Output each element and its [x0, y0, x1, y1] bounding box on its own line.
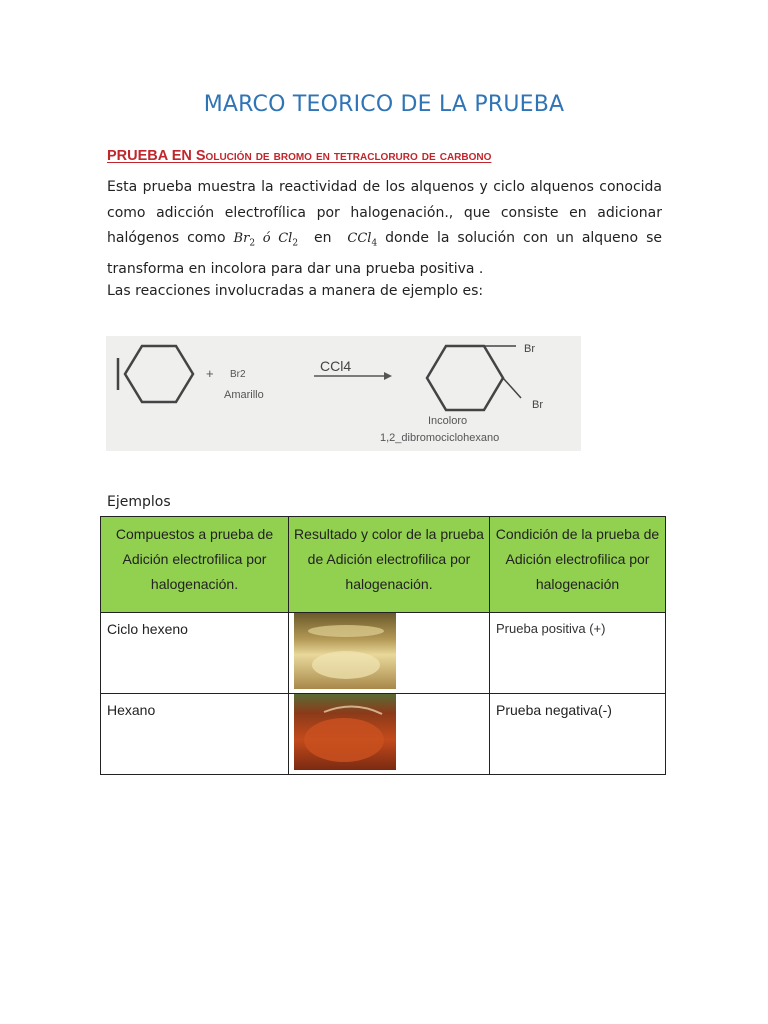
product-name-label: 1,2_dibromociclohexano: [380, 432, 500, 444]
page-title: MARCO TEORICO DE LA PRUEBA: [203, 92, 565, 117]
bromine-bottom-label: Br: [532, 399, 543, 411]
table-cell-condition: [490, 613, 666, 694]
solvent-label: CCl4: [320, 358, 352, 374]
reagent-color-label: Amarillo: [224, 389, 264, 401]
paragraph-text: en: [298, 230, 348, 246]
table-header-row: [101, 517, 666, 613]
table-row: [101, 613, 666, 694]
subtitle-rest: Solución de bromo en tetracloruro de carbono: [195, 148, 492, 164]
reagent-label: Br2: [230, 369, 246, 380]
formula-cl2: $Cl_2$: [278, 231, 299, 249]
plus-sign: +: [206, 366, 214, 381]
table-cell-condition: [490, 694, 666, 775]
condition-text: Prueba positiva (+): [496, 621, 606, 636]
examples-label: Ejemplos: [107, 494, 171, 510]
paragraph-text: Esta prueba muestra la reactividad de los alquenos y ciclo alquenos conocida como adicción electrofílica por halogenación., que consiste en adicionar halógenos como: [107, 179, 662, 246]
product-color-label: Incoloro: [428, 415, 468, 427]
table-cell-result: [289, 613, 490, 694]
examples-table: [100, 516, 666, 775]
pale-yellow-solution-photo: [294, 613, 396, 689]
condition-text: Prueba negativa(-): [496, 702, 612, 718]
table-header-condition: Condición de la prueba de Adición electrofilica por halogenación: [490, 517, 666, 613]
compound-name: Hexano: [107, 702, 156, 718]
table-cell-compound: [101, 694, 289, 775]
reaction-diagram: [106, 336, 581, 451]
subtitle-prefix: PRUEBA EN: [107, 148, 196, 164]
red-orange-solution-photo: [294, 694, 396, 770]
formula-or: ó: [255, 231, 279, 246]
table-header-result: Resultado y color de la prueba de Adición electrofilica por halogenación.: [289, 517, 490, 613]
dibromocyclohexane-structure: [427, 346, 521, 410]
table-cell-result: [289, 694, 490, 775]
formula-br2: $Br_2$: [233, 231, 256, 249]
table-header-compound: Compuestos a prueba de Adición electrofilica por halogenación.: [101, 517, 289, 613]
reactions-intro: Las reacciones involucradas a manera de ejemplo es:: [107, 283, 484, 299]
section-subtitle: [107, 148, 491, 164]
formula-ccl4: CCl$_4$: [347, 231, 378, 249]
cyclohexene-structure: [118, 346, 193, 402]
description-paragraph: [107, 175, 662, 283]
bromine-top-label: Br: [524, 343, 535, 355]
paragraph-text: donde la solución con un alqueno se transforma en incolora para dar una prueba positiva .: [107, 230, 662, 278]
compound-name: Ciclo hexeno: [107, 621, 188, 637]
table-cell-compound: [101, 613, 289, 694]
table-row: [101, 694, 666, 775]
